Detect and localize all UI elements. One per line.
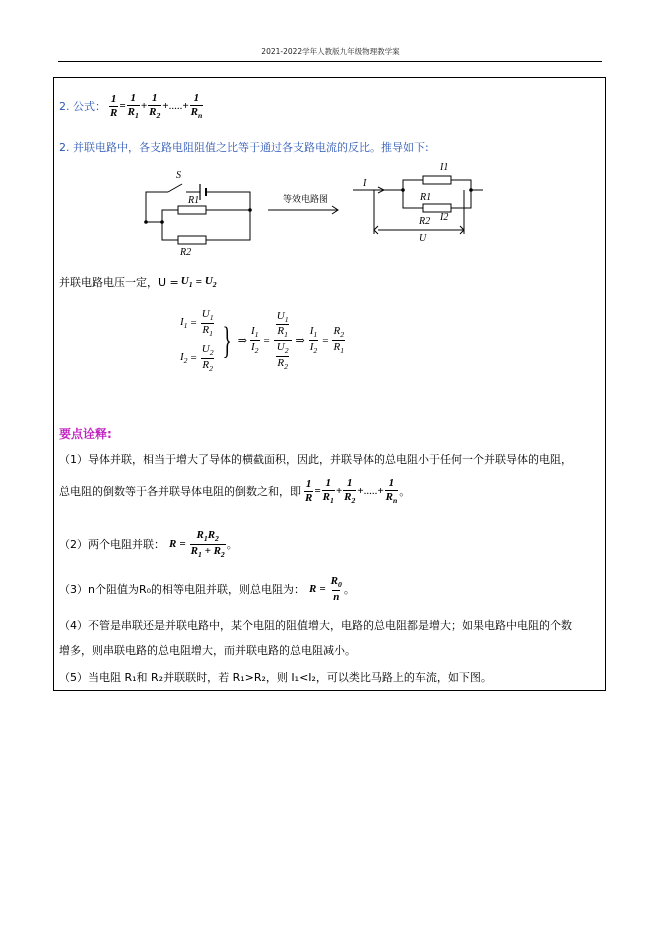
formula-r2-frac: $\frac{1}{R_2}$: [149, 91, 161, 120]
formula-line: 2. 公式： $\frac{1}{R}$ = $\frac{1}{R_1}$ + $\frac{1}{R_2}$ + ..... + $\frac{1}{R_n}$: [59, 91, 203, 120]
point-4-line1: （4）不管是串联还是并联电路中，某个电阻的阻值增大，电路的总电阻都是增大；如果电路中电阻的个数: [59, 619, 572, 632]
r1-label: R1: [188, 195, 200, 206]
formula-rn-frac: $\frac{1}{R_n}$: [190, 91, 203, 120]
formula-label: 2. 公式：: [59, 100, 106, 113]
voltage-label: U: [419, 233, 427, 244]
switch-label: S: [176, 170, 181, 181]
arrow-label: 等效电路图: [283, 195, 329, 205]
derivation-intro: 2. 并联电路中，各支路电阻阻值之比等于通过各支路电流的反比。推导如下:: [59, 141, 429, 154]
point-5: （5）当电阻 R₁和 R₂并联联时，若 R₁>R₂，则 I₁<I₂，可以类比马路上的车流，如下图。: [59, 671, 492, 684]
point-1-line2: 总电阻的倒数等于各并联导体电阻的倒数之和，即 $\frac{1}{R}$ = $\frac{1}{R_1}$ + $\frac{1}{R_2}$ + ..... + $\frac{1}{R_n}$ 。: [59, 477, 411, 506]
i1-label: I1: [440, 162, 449, 173]
header-rule: [58, 61, 602, 62]
derivation-block: $I_1$ = $\frac{U_1}{R_1}$ $I_2$ = $\frac{U_2}{R_2}$ } ⇒ $\frac{I_1}{I_2}$ = $\frac{\frac{U_1}{R_1}}{\frac{U_2}{R_2}}$ ⇒ $\frac{I_1}{I_2}$ = $\frac{R_2}{R_1}$: [180, 308, 345, 373]
circuit-diagram: [138, 160, 483, 256]
point-4-line2: 增多，则串联电路的总电阻增大，而并联电路的总电阻减小。: [59, 644, 356, 657]
voltage-line: 并联电路电压一定，U = $U_1$ = $U_2$: [59, 274, 217, 290]
page-header: 2021-2022学年人教版九年级物理教学案: [261, 47, 400, 56]
key-points-title: 要点诠释:: [59, 427, 112, 441]
formula-total-frac: $\frac{1}{R}$: [110, 92, 118, 119]
point-1-line1: （1）导体并联，相当于增大了导体的横截面积，因此，并联导体的总电阻小于任何一个并联导体的电阻，: [59, 453, 572, 466]
r2-label: R2: [180, 247, 192, 256]
r1-right-label: R1: [420, 192, 432, 203]
point-2: （2）两个电阻并联： R = $\frac{R_1R_2}{R_1 + R_2}$ 。: [59, 529, 238, 560]
i2-label: I2: [440, 212, 449, 223]
formula-r1-frac: $\frac{1}{R_1}$: [127, 91, 139, 120]
current-label: I: [363, 178, 367, 189]
r2-right-label: R2: [419, 216, 431, 227]
point-3: （3）n个阻值为R₀的相等电阻并联，则总电阻为： R = $\frac{R_0}{n}$ 。: [59, 575, 355, 603]
